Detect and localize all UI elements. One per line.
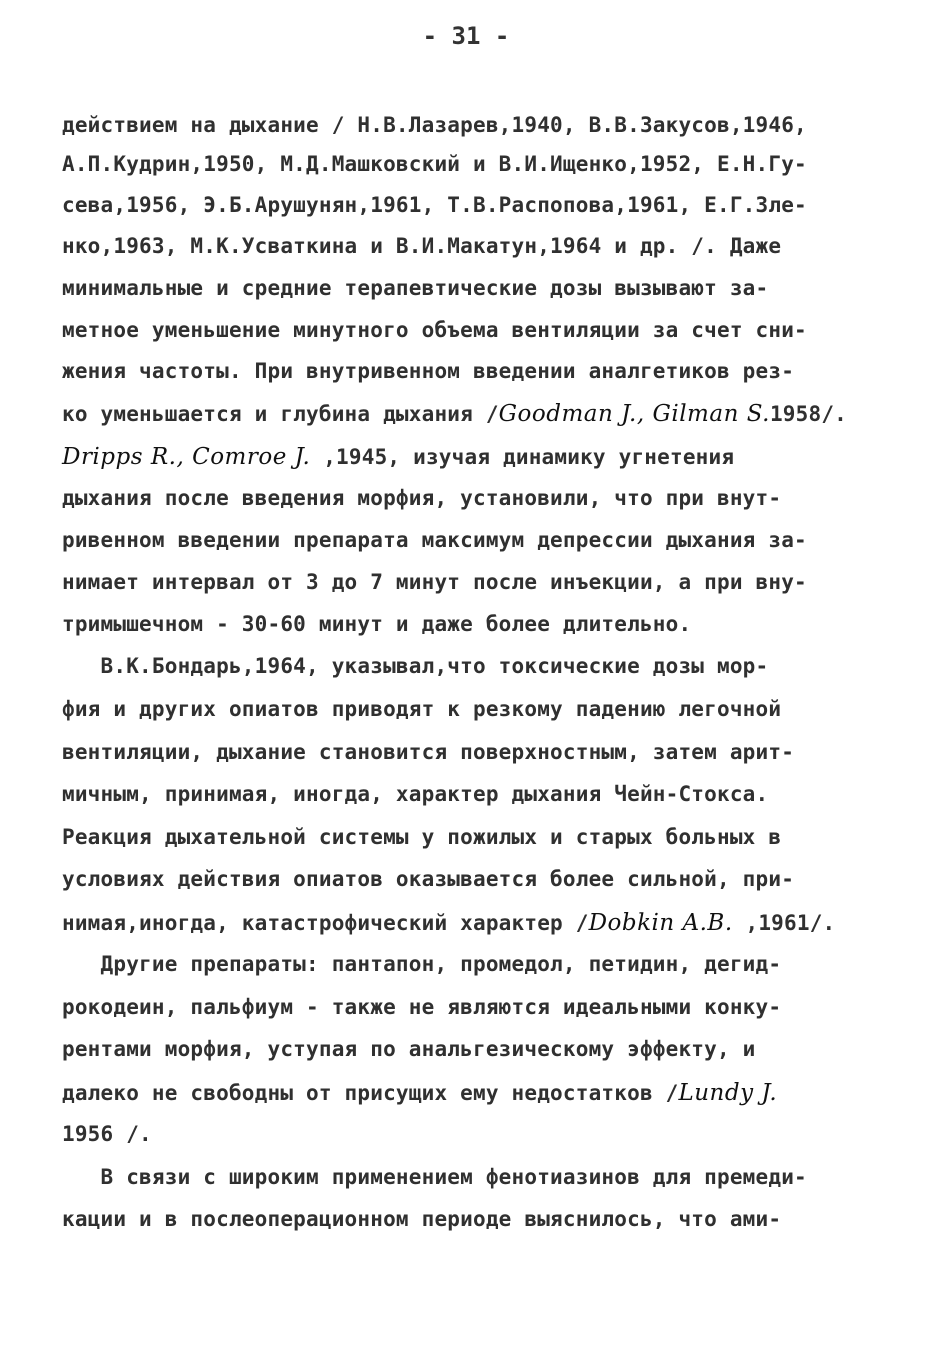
text-line xyxy=(62,995,781,1019)
line-text: сева,1956, Э.Б.Арушунян,1961, Т.В.Распопова,1961, Е.Г.Зле- xyxy=(62,193,807,217)
line-text: мичным, принимая, иногда, характер дыхания Чейн-Стокса. xyxy=(62,782,769,806)
text-line xyxy=(62,570,807,594)
line-text: В связи с широким применением фенотиазинов для премеди- xyxy=(62,1165,807,1189)
text-line xyxy=(62,782,768,806)
text-line xyxy=(62,152,807,176)
line-text: В.К.Бондарь,1964, указывал,что токсические дозы мор- xyxy=(62,654,769,678)
line-text: тримышечном - 30-60 минут и даже более длительно. xyxy=(62,612,692,636)
line-text: ко уменьшается и глубина дыхания / xyxy=(62,402,499,426)
text-line xyxy=(62,276,768,300)
text-line xyxy=(62,528,807,552)
text-line xyxy=(62,486,781,510)
line-text: ,1945, изучая динамику угнетения xyxy=(310,445,735,469)
text-line xyxy=(62,318,807,342)
text-line xyxy=(62,401,847,427)
line-text: нимает интервал от 3 до 7 минут после инъекции, а при вну- xyxy=(62,570,807,594)
text-line xyxy=(62,359,794,383)
text-line xyxy=(62,444,734,470)
handwritten-citation: Dobkin A.B. xyxy=(588,910,733,936)
text-line xyxy=(62,612,691,636)
line-text: ,1961/. xyxy=(732,911,836,935)
text-line xyxy=(62,113,807,137)
line-text: кации и в послеоперационном периоде выяснилось, что ами- xyxy=(62,1207,782,1231)
handwritten-citation: Goodman J., Gilman S. xyxy=(498,401,770,427)
text-line xyxy=(62,910,835,936)
text-line xyxy=(62,1207,781,1231)
text-line xyxy=(62,952,781,976)
line-text: действием на дыхание / Н.В.Лазарев,1940, В.В.Закусов,1946, xyxy=(62,113,807,137)
line-text: минимальные и средние терапевтические дозы вызывают за- xyxy=(62,276,769,300)
text-line xyxy=(62,740,794,764)
text-line xyxy=(62,1037,756,1061)
text-line xyxy=(62,234,781,258)
line-text: рентами морфия, уступая по анальгезическому эффекту, и xyxy=(62,1037,756,1061)
line-text: Реакция дыхательной системы у пожилых и старых больных в xyxy=(62,825,782,849)
line-text: 1958/. xyxy=(769,402,848,426)
line-text: А.П.Кудрин,1950, М.Д.Машковский и В.И.Ищенко,1952, Е.Н.Гу- xyxy=(62,152,807,176)
line-text: рокодеин, пальфиум - также не являются идеальными конку- xyxy=(62,995,782,1019)
text-line xyxy=(62,697,781,721)
text-line xyxy=(62,193,807,217)
text-line xyxy=(62,1122,152,1146)
handwritten-citation: Lundy J. xyxy=(678,1080,778,1106)
text-line xyxy=(62,867,794,891)
line-text: дыхания после введения морфия, установили, что при внут- xyxy=(62,486,782,510)
line-text: вентиляции, дыхание становится поверхностным, затем арит- xyxy=(62,740,795,764)
line-text: фия и других опиатов приводят к резкому падению легочной xyxy=(62,697,782,721)
line-text: Другие препараты: пантапон, промедол, петидин, дегид- xyxy=(62,952,782,976)
text-line xyxy=(62,654,768,678)
line-text: условиях действия опиатов оказывается более сильной, при- xyxy=(62,867,795,891)
text-line xyxy=(62,1165,807,1189)
page-number: - 31 - xyxy=(422,22,510,50)
line-text: далеко не свободны от присущих ему недостатков / xyxy=(62,1081,679,1105)
line-text: ривенном введении препарата максимум депрессии дыхания за- xyxy=(62,528,807,552)
handwritten-citation: Dripps R., Comroe J. xyxy=(62,444,311,470)
line-text: 1956 /. xyxy=(62,1122,152,1146)
line-text: жения частоты. При внутривенном введении аналгетиков рез- xyxy=(62,359,795,383)
text-line xyxy=(62,1080,777,1106)
line-text: нимая,иногда, катастрофический характер / xyxy=(62,911,589,935)
line-text: нко,1963, М.К.Усваткина и В.И.Макатун,1964 и др. /. Даже xyxy=(62,234,782,258)
line-text: метное уменьшение минутного объема вентиляции за счет сни- xyxy=(62,318,807,342)
text-line xyxy=(62,825,781,849)
